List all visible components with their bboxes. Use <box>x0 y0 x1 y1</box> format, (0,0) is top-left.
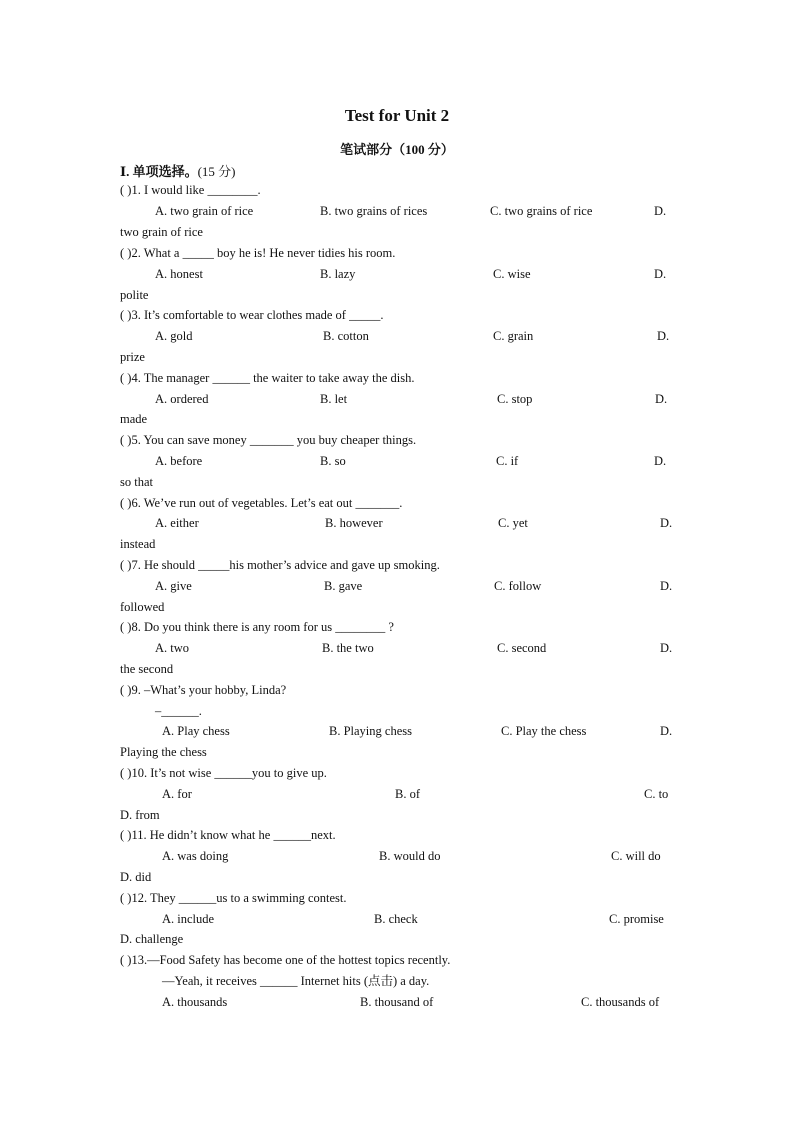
option-a: A. thousands <box>162 995 228 1009</box>
option-d-text: the second <box>120 662 174 676</box>
option-b: B. the two <box>322 641 374 655</box>
question-stem: ( )11. He didn’t know what he ______next. <box>120 828 336 842</box>
option-a: A. honest <box>155 267 203 281</box>
option-d-text: prize <box>120 350 145 364</box>
question-stem: ( )13.—Food Safety has become one of the hottest topics recently. <box>120 953 451 967</box>
option-d-text: followed <box>120 600 165 614</box>
option-b: B. lazy <box>320 267 356 281</box>
option-a: A. gold <box>155 329 193 343</box>
option-d-text: made <box>120 412 148 426</box>
option-d-text: Playing the chess <box>120 745 207 759</box>
option-b: B. let <box>320 392 348 406</box>
option-a: A. ordered <box>155 392 209 406</box>
option-a: A. either <box>155 516 199 530</box>
option-b: B. of <box>395 787 420 801</box>
answer-blank: –______. <box>155 704 202 718</box>
option-d-text: two grain of rice <box>120 225 203 239</box>
question-stem: ( )3. It’s comfortable to wear clothes made of _____. <box>120 308 384 322</box>
question-stem: ( )6. We’ve run out of vegetables. Let’s eat out _______. <box>120 496 403 510</box>
option-c: C. thousands of <box>581 995 660 1009</box>
option-b: B. cotton <box>323 329 369 343</box>
section-label: Ⅰ. 单项选择。 <box>120 164 198 179</box>
option-a: A. before <box>155 454 203 468</box>
option-d-text: D. from <box>120 808 160 822</box>
option-d-label: D. <box>654 454 667 468</box>
option-d-label: D. <box>654 267 667 281</box>
option-a: A. two grain of rice <box>155 204 254 218</box>
option-b: B. would do <box>379 849 441 863</box>
option-d-text: polite <box>120 288 149 302</box>
option-b: B. gave <box>324 579 363 593</box>
question-stem: ( )2. What a _____ boy he is! He never tidies his room. <box>120 246 396 260</box>
question-stem: ( )9. –What’s your hobby, Linda? <box>120 683 287 697</box>
option-c: C. promise <box>609 912 664 926</box>
option-d-label: D. <box>660 516 673 530</box>
option-b: B. Playing chess <box>329 724 412 738</box>
question-stem: ( )7. He should _____his mother’s advice and gave up smoking. <box>120 558 440 572</box>
option-a: A. two <box>155 641 190 655</box>
question-stem: ( )4. The manager ______ the waiter to take away the dish. <box>120 371 415 385</box>
option-c: C. two grains of rice <box>490 204 593 218</box>
question-stem-reply: —Yeah, it receives ______ Internet hits (点击) a day. <box>162 974 430 988</box>
question-stem: ( )1. I would like ________. <box>120 183 261 197</box>
section-score: (15 分) <box>197 164 236 179</box>
option-c: C. grain <box>493 329 534 343</box>
option-d-label: D. <box>660 724 673 738</box>
question-stem: ( )5. You can save money _______ you buy cheaper things. <box>120 433 417 447</box>
section-heading <box>120 161 236 180</box>
question-stem: ( )10. It’s not wise ______you to give up. <box>120 766 327 780</box>
page-subtitle: 笔试部分（100 分） <box>340 142 454 157</box>
option-c: C. second <box>497 641 547 655</box>
option-b: B. two grains of rices <box>320 204 428 218</box>
option-d-text: D. did <box>120 870 152 884</box>
option-c: C. to <box>644 787 669 801</box>
option-c: C. yet <box>498 516 528 530</box>
option-c: C. wise <box>493 267 531 281</box>
option-b: B. thousand of <box>360 995 434 1009</box>
option-d-label: D. <box>660 641 673 655</box>
option-c: C. if <box>496 454 519 468</box>
option-d-label: D. <box>660 579 673 593</box>
option-d-text: D. challenge <box>120 932 184 946</box>
option-d-label: D. <box>655 392 668 406</box>
option-b: B. so <box>320 454 346 468</box>
option-a: A. include <box>162 912 215 926</box>
option-a: A. give <box>155 579 192 593</box>
page-title: Test for Unit 2 <box>344 106 450 125</box>
option-d-label: D. <box>657 329 670 343</box>
question-stem: ( )12. They ______us to a swimming contest. <box>120 891 347 905</box>
option-c: C. Play the chess <box>501 724 587 738</box>
option-d-text: so that <box>120 475 153 489</box>
option-a: A. was doing <box>162 849 229 863</box>
option-a: A. for <box>162 787 192 801</box>
option-d-label: D. <box>654 204 667 218</box>
option-b: B. check <box>374 912 418 926</box>
option-b: B. however <box>325 516 383 530</box>
option-a: A. Play chess <box>162 724 230 738</box>
option-c: C. stop <box>497 392 533 406</box>
question-stem: ( )8. Do you think there is any room for us ________ ? <box>120 620 394 634</box>
option-c: C. follow <box>494 579 542 593</box>
option-c: C. will do <box>611 849 661 863</box>
option-d-text: instead <box>120 537 156 551</box>
